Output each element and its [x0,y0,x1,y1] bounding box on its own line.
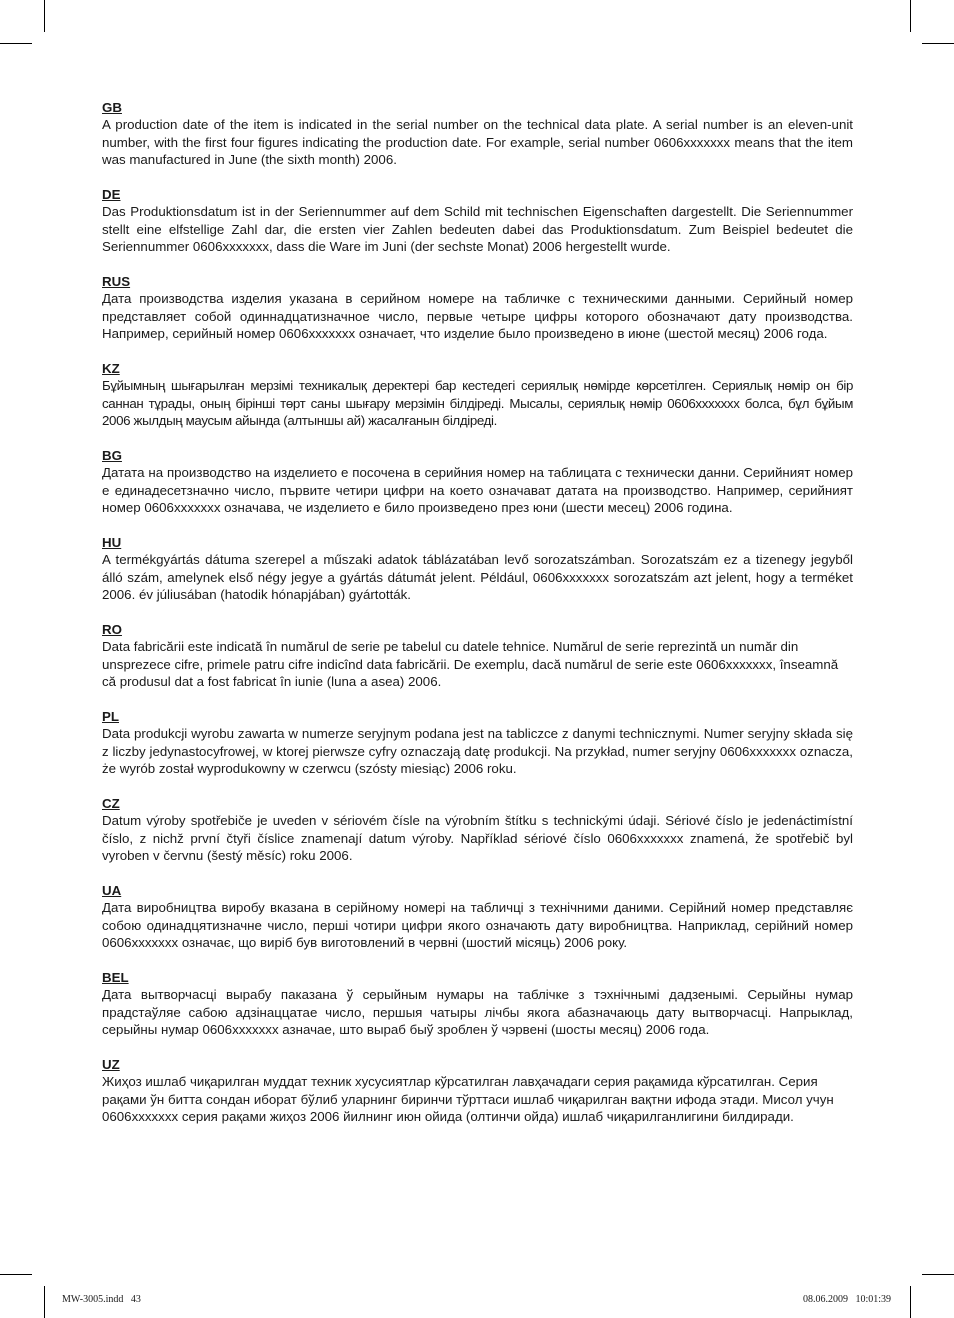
language-code: BEL [102,970,129,985]
crop-mark-bottom-right [910,1286,911,1318]
section-kz [102,360,853,430]
section-text: A production date of the item is indicated in the serial number on the technical data plate. A serial number is an eleven-unit number, with the first four figures indicating the production date. For example, serial number 0606xxxxxxx means that the item was manufactured in June (the sixth month) 2006. [102,117,853,168]
section-pl [102,708,853,778]
section-text: Дата виробництва виробу вказана в серійному номері на табличці з технічними даними. Серійний номер представляє собою одинадцятизначне число, перші чотири цифри якого означають дату виробництва. Наприклад, серійний номер 0606xxxxxxx означає, що виріб був виготовлений в червні (шостий місяць) 2006 року. [102,900,853,951]
section-de [102,186,853,256]
section-uz [102,1056,853,1126]
section-ua [102,882,853,952]
section-cz [102,795,853,865]
crop-mark-bottom-left-h [0,1274,32,1275]
language-code: BG [102,448,122,463]
crop-mark-top-left-h [0,43,32,44]
section-text: Data produkcji wyrobu zawarta w numerze seryjnym podana jest na tabliczce z danymi technicznymi. Numer seryjny składa się z liczby jedynastocyfrowej, w ktorej pierwsze cyfry oznaczają datę produkcji. Na przykład, numer seryjny 0606xxxxxxx oznacza, że wyrób został wyprodukowny w czerwcu (szósty miesiąc) 2006 roku. [102,726,853,777]
section-hu [102,534,853,604]
section-text: Дата производства изделия указана в серийном номере на табличке с техническими данными. Серийный номер представляет собой одиннадцатизначное число, первые четыре цифры которого обозначают дату производства. Например, серийный номер 0606xxxxxxx означает, что изделие было произведено в июне (шестой месяц) 2006 года. [102,291,853,342]
language-code: PL [102,709,119,724]
crop-mark-bottom-left [44,1286,45,1318]
content-body [102,99,853,1143]
section-text: Бұйымның шығарылған мерзімі техникалық деректері бар кестедегі сериялық нөмірде көрсетілген. Сериялық нөмір он бір саннан тұрады, оның бірінші төрт саны шығару мерзімін білдіреді. Мысалы, сериялық нөмір 0606xxxxxxx болса, бұл бұйым 2006 жылдың маусым айында (алтыншы ай) жасалғанын білдіреді. [102,378,853,429]
language-code: CZ [102,796,120,811]
section-text: Дата вытворчасці вырабу паказана ў серыйным нумары на таблічке з тэхнічнымі дадзенымі. Серыйны нумар прадстаўляе сабою адзінаццатае число, першыя чатыры лічбы якога абазначаюць дату вытворчасці. Напрыклад, серыйны нумар 0606xxxxxxx азначае, што выраб быў зроблен ў чэрвені (шосты месяц) 2006 года. [102,987,853,1038]
crop-mark-top-right-h [922,43,954,44]
language-code: HU [102,535,122,550]
section-rus [102,273,853,343]
crop-mark-top-left [44,0,45,32]
footer-file-info: MW-3005.indd 43 [62,1294,141,1305]
language-code: DE [102,187,121,202]
language-code: UA [102,883,122,898]
section-text: Data fabricării este indicată în numărul de serie pe tabelul cu datele tehnice. Numărul de serie reprezintă un număr din unsprezece cifre, primele patru cifre indicînd data fabricării. De exemplu, dacă numărul de serie este 0606xxxxxxx, înseamnă că produsul dat a fost fabricat în iunie (luna a asea) 2006. [102,639,839,690]
section-bg [102,447,853,517]
language-code: KZ [102,361,120,376]
section-bel [102,969,853,1039]
language-code: UZ [102,1057,120,1072]
language-code: GB [102,100,122,115]
footer-datetime: 08.06.2009 10:01:39 [802,1294,891,1305]
section-gb [102,99,853,169]
section-ro [102,621,853,691]
section-text: Датата на производство на изделието е посочена в серийния номер на таблицата с технически данни. Серийният номер е единадесетзначно число, първите четири цифри на което означават датата на производство. Например, серийният номер 0606xxxxxxx означава, че изделието е било произведено през юни (шести месец) 2006 година. [102,465,853,516]
crop-mark-top-right [910,0,911,32]
language-code: RO [102,622,122,637]
language-code: RUS [102,274,131,289]
section-text: Жиҳоз ишлаб чиқарилган муддат техник хусусиятлар кўрсатилган лавҳачадаги серия рақамида кўрсатилган. Серия рақами ўн битта сондан иборат бўлиб уларнинг биринчи тўрттаси ишлаб чиқарилган вақтни ифода этади. Мисол учун 0606xxxxxxx серия рақами жиҳоз 2006 йилнинг июн ойида (олтинчи ойда) ишлаб чиқарилганлигини билдиради. [102,1074,834,1125]
section-text: A termékgyártás dátuma szerepel a műszaki adatok táblázatában levő sorozatszámban. Sorozatszám ez a tizenegy jegyből álló szám, amelynek első négy jegye a gyártás dátumát jelent. Például, 0606xxxxxxx sorozatszám azt jelent, hogy a terméket 2006. év júliusában (hatodik hónapjában) gyártották. [102,552,853,603]
section-text: Das Produktionsdatum ist in der Seriennummer auf dem Schild mit technischen Eigenschaften dargestellt. Die Seriennummer stellt eine elfstellige Zahl dar, die ersten vier Zahlen bedeuten dabei das Produktionsdatum. Zum Beispiel bedeutet die Seriennummer 0606xxxxxxx, dass die Ware im Juni (der sechste Monat) 2006 hergestellt wurde. [102,204,853,255]
section-text: Datum výroby spotřebiče je uveden v sériovém čísle na výrobním štítku s technickými údaji. Sériové číslo je jedenáctimístní číslo, z nichž první čtyři číslice znamenají datum výroby. Například sériové číslo 0606xxxxxxx znamená, že spotřebič byl vyroben v červnu (šestý měsíc) roku 2006. [102,813,853,864]
crop-mark-bottom-right-h [922,1274,954,1275]
